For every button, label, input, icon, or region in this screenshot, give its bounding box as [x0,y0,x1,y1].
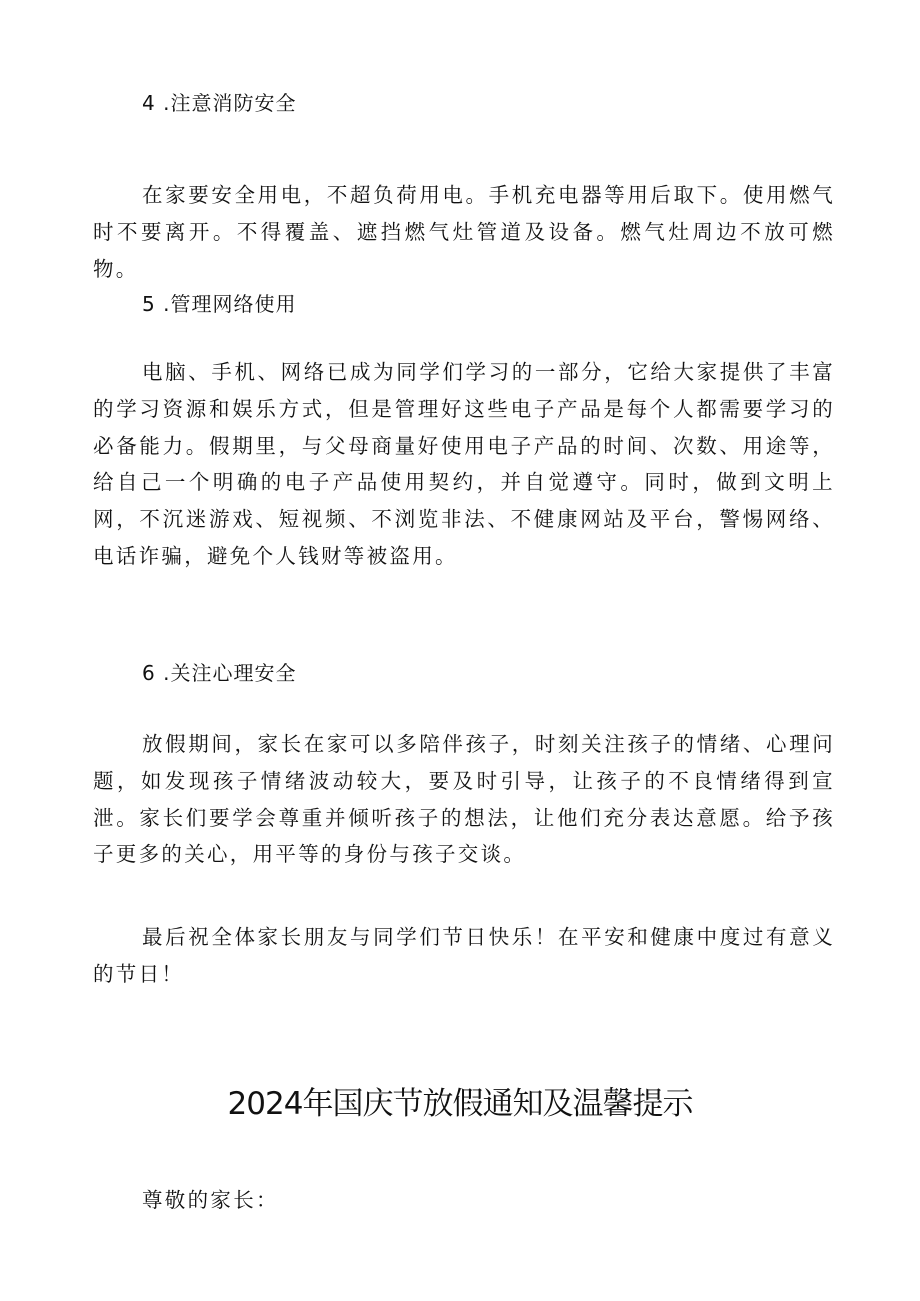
section-heading-mental-safety: 6 .关注心理安全 [142,661,297,685]
paragraph-network-use: 电脑、手机、网络已成为同学们学习的一部分，它给大家提供了丰富的学习资源和娱乐方式，但是管理好这些电子产品是每个人都需要学习的必备能力。假期里，与父母商量好使用电子产品的时间、次数、用途等，给自己一个明确的电子产品使用契约，并自觉遵守。同时，做到文明上网，不沉迷游戏、短视频、不浏览非法、不健康网站及平台，警惕网络、电话诈骗，避免个人钱财等被盗用。 [93,360,835,568]
paragraph-mental-safety: 放假期间，家长在家可以多陪伴孩子，时刻关注孩子的情绪、心理问题，如发现孩子情绪波动较大，要及时引导，让孩子的不良情绪得到宣泄。家长们要学会尊重并倾听孩子的想法，让他们充分表达意愿。给予孩子更多的关心，用平等的身份与孩子交谈。 [93,732,835,867]
closing-paragraph: 最后祝全体家长朋友与同学们节日快乐！在平安和健康中度过有意义的节日！ [93,925,835,986]
paragraph-fire-safety: 在家要安全用电，不超负荷用电。手机充电器等用后取下。使用燃气时不要离开。不得覆盖、遮挡燃气灶管道及设备。燃气灶周边不放可燃物。 [93,183,835,281]
section-heading-fire-safety: 4 .注意消防安全 [142,91,297,115]
page-title: 2024年国庆节放假通知及温馨提示 [227,1086,693,1122]
salutation: 尊敬的家长： [142,1188,279,1212]
section-heading-network-use: 5 .管理网络使用 [142,292,297,316]
